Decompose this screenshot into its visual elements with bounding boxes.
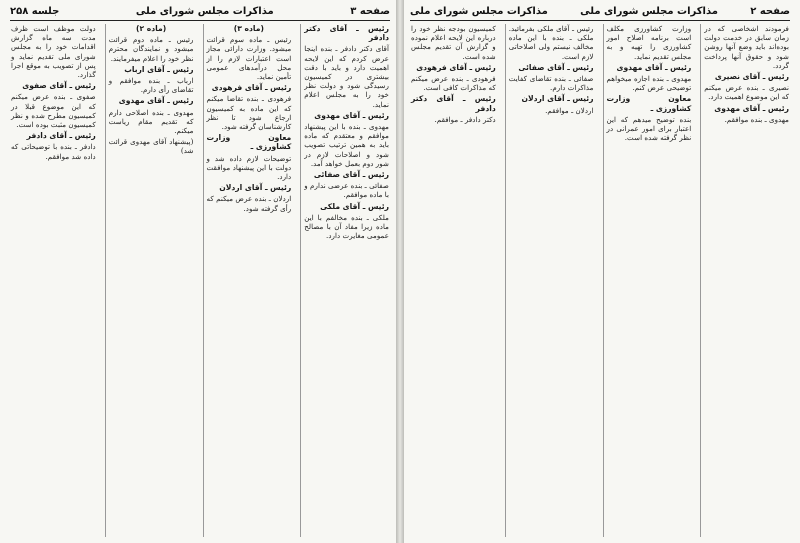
right-header-rule [410, 20, 790, 21]
article-heading: (ماده ۲) [136, 24, 167, 33]
left-column-4 [8, 24, 99, 537]
paragraph: صفائی ـ بنده تقاضای کفایت مذاکرات دارم. [508, 74, 594, 93]
paragraph: فرمودند اشخاصی که در زمان سابق در خدمت دولت بوده‌اند باید وضع آنها روشن شود و حقوق آنها پرداخت گردد. [704, 24, 789, 70]
paragraph: مهدوی ـ بنده با این پیشنهاد موافقم و معتقدم که ماده باید به همین ترتیب تصویب شود و اصلاحات لازم در شور دوم بعمل خواهد آمد. [304, 122, 389, 168]
speaker-line: معاون وزارت کشاورزی ـ [206, 133, 292, 152]
speaker-line: رئیس ـ آقای دادفر [26, 131, 96, 141]
right-header-secondary: مذاکرات مجلس شورای ملی [410, 5, 548, 17]
right-page [400, 0, 800, 543]
speaker-line: رئیس ـ آقای فرهودی [211, 83, 292, 93]
paragraph: دکتر دادفر ـ موافقم. [434, 114, 496, 124]
paragraph: وزارت کشاورزی مکلف است برنامه اصلاح امور کشاورزی را تهیه و به مجلس تقدیم نماید. [606, 24, 692, 61]
right-column-1 [700, 24, 792, 537]
speaker-line: رئیس ـ آقای صفائی [313, 170, 389, 180]
speaker-line: رئیس ـ آقای نصیری [714, 72, 789, 82]
paragraph: (پیشنهاد آقای مهدوی قرائت شد) [108, 137, 194, 156]
left-column-3 [105, 24, 197, 537]
speaker-line: رئیس ـ آقای فرهودی [416, 62, 496, 72]
speaker-line: رئیس ـ آقای صفائی [518, 62, 594, 72]
right-column-2 [603, 24, 695, 537]
speaker-line: رئیس ـ آقای مهدوی [714, 103, 789, 113]
paragraph: صفائی ـ بنده عرضی ندارم و با ماده موافقم. [304, 181, 389, 200]
paragraph: ارباب ـ بنده موافقم و تقاضای رأی دارم. [108, 76, 194, 95]
speaker-line: رئیس ـ آقای اردلان [219, 183, 292, 193]
speaker-line: رئیس ـ آقای ملکی [320, 201, 389, 211]
right-page-header [410, 4, 790, 18]
left-page-number: صفحه ۳ [350, 5, 390, 17]
left-session-number: جلسه ۲۵۸ [10, 5, 60, 17]
paragraph: رئیس ـ ماده سوم قرائت میشود. وزارت دارائی مجاز است اعتبارات لازم را از محل درآمدهای عمومی تأمین نماید. [206, 35, 292, 82]
page-gutter [396, 0, 404, 543]
paragraph: توضیحات لازم داده شد و دولت با این پیشنهاد موافقت دارد. [206, 153, 292, 182]
paragraph: اردلان ـ بنده عرض میکنم که رأی گرفته شود. [206, 194, 292, 213]
paragraph: اردلان ـ موافقم. [545, 105, 594, 115]
speaker-line: معاون وزارت کشاورزی ـ [606, 94, 692, 113]
speaker-line: رئیس ـ آقای دکتر دادفر [304, 24, 389, 43]
paragraph: رئیس ـ آقای ملکی بفرمائید. ملکی ـ بنده با این ماده مخالف نیستم ولی اصلاحاتی لازم است. [508, 24, 594, 61]
left-page-header [10, 4, 390, 18]
right-columns [408, 24, 792, 537]
paragraph: صفوی ـ بنده عرض میکنم که این موضوع قبلا در کمیسیون مطرح شده و نظر کمیسیون مثبت بوده است. [11, 92, 96, 130]
article-heading: (ماده ۳) [233, 24, 264, 33]
paragraph: مهدوی ـ بنده اصلاحی دارم که تقدیم مقام ریاست میکنم. [108, 107, 194, 136]
speaker-line: رئیس ـ آقای مهدوی [314, 110, 389, 120]
right-page-title: مذاکرات مجلس شورای ملی [580, 5, 718, 17]
paragraph: ملکی ـ بنده مخالفم با این ماده زیرا مفاد آن با مصالح عمومی مغایرت دارد. [304, 212, 389, 241]
paragraph: بنده توضیح میدهم که این اعتبار برای امور عمرانی در نظر گرفته شده است. [606, 114, 692, 143]
left-columns [8, 24, 392, 537]
right-column-4 [408, 24, 499, 537]
left-header-rule [10, 20, 390, 21]
left-column-2 [203, 24, 295, 537]
left-column-1 [300, 24, 392, 537]
speaker-line: رئیس ـ آقای اردلان [521, 94, 594, 104]
paragraph: مهدوی ـ بنده موافقم. [724, 114, 789, 124]
paragraph: نصیری ـ بنده عرض میکنم که این موضوع اهمیت دارد. [704, 83, 789, 102]
speaker-line: رئیس ـ آقای صفوی [22, 81, 96, 91]
paragraph: آقای دکتر دادفر ـ بنده اینجا عرض کردم که این لایحه اهمیت دارد و باید با دقت بیشتری در کمیسیون رسیدگی شود و دولت نظر خود را به مجلس اعلام نماید. [304, 44, 389, 109]
paragraph: فرهودی ـ بنده عرض میکنم که مذاکرات کافی است. [411, 74, 496, 93]
speaker-line: رئیس ـ آقای ارباب [124, 64, 194, 74]
paragraph: مهدوی ـ بنده اجازه میخواهم توضیحی عرض کنم. [606, 74, 692, 93]
right-page-number: صفحه ۲ [750, 5, 790, 17]
paragraph: دادفر ـ بنده با توضیحاتی که داده شد موافقم. [11, 142, 96, 161]
paragraph: فرهودی ـ بنده تقاضا میکنم که این ماده به کمیسیون ارجاع شود تا نظر کارشناسان گرفته شود. [206, 94, 292, 132]
paragraph: کمیسیون بودجه نظر خود را درباره این لایحه اعلام نموده و گزارش آن تقدیم مجلس شده است. [411, 24, 496, 61]
right-column-3 [505, 24, 597, 537]
speaker-line: رئیس ـ آقای مهدوی [616, 62, 692, 72]
speaker-line: رئیس ـ آقای مهدوی [118, 96, 194, 106]
left-page-title: مذاکرات مجلس شورای ملی [135, 5, 274, 17]
paragraph: دولت موظف است ظرف مدت سه ماه گزارش اقدامات خود را به مجلس شورای ملی تقدیم نماید و پس از تصویب به موقع اجرا گذارد. [11, 24, 96, 80]
speaker-line: رئیس ـ آقای دکتر دادفر [411, 94, 496, 113]
paragraph: رئیس ـ ماده دوم قرائت میشود و نمایندگان محترم نظر خود را اعلام میفرمایند. [108, 35, 194, 63]
